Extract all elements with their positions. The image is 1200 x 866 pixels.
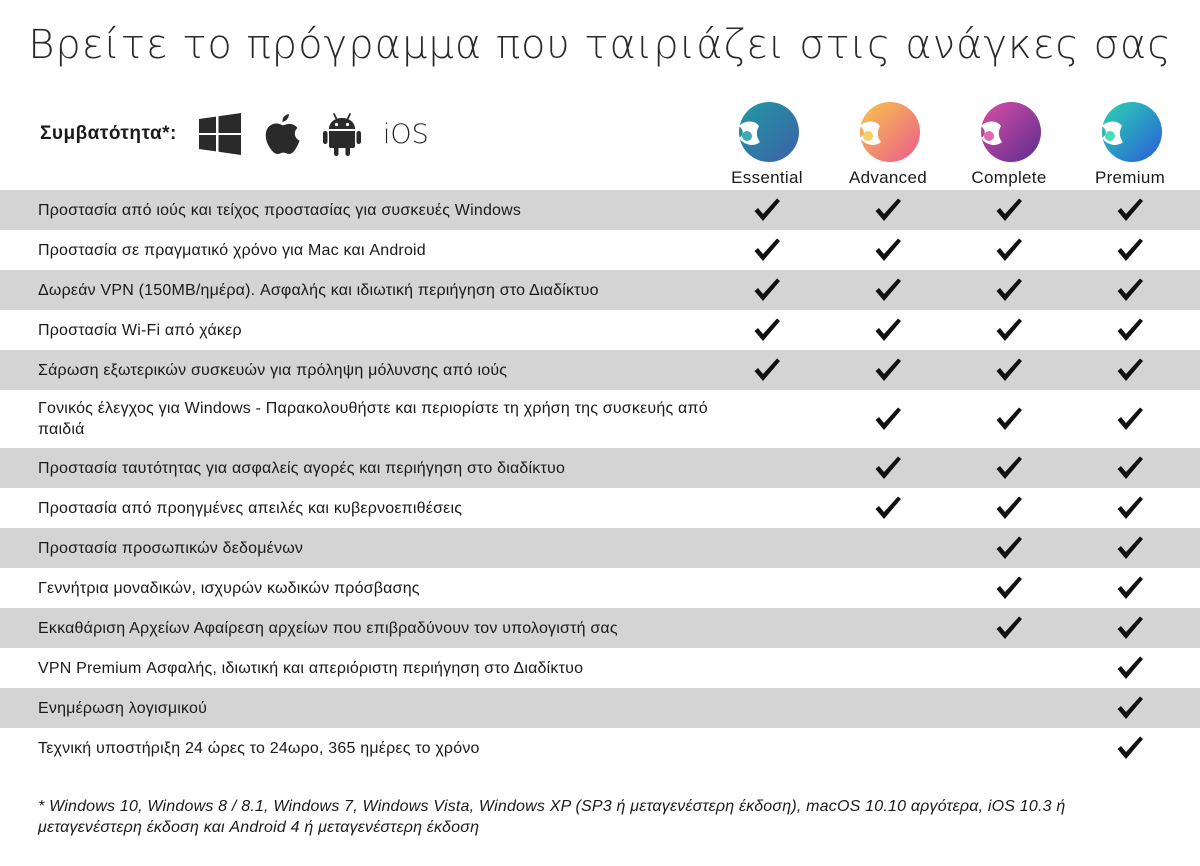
checkmark-icon (1116, 495, 1144, 521)
plan-logo-icon (977, 100, 1041, 164)
table-row (0, 448, 1200, 488)
feature-label: Εκκαθάριση Αρχείων Αφαίρεση αρχείων που επιβραδύνουν τον υπολογιστή σας (38, 619, 618, 637)
checkmark-icon (995, 197, 1023, 223)
plan-complete (949, 100, 1069, 188)
checkmark-icon (995, 237, 1023, 263)
plan-premium (1070, 100, 1190, 188)
checkmark-icon (753, 277, 781, 303)
checkmark-icon (1116, 197, 1144, 223)
plan-name: Premium (1094, 168, 1166, 187)
checkmark-icon (1116, 406, 1144, 432)
feature-label: Προστασία ταυτότητας για ασφαλείς αγορές και περιήγηση στο διαδίκτυο (38, 459, 566, 477)
plan-logo-icon (1098, 100, 1162, 164)
android-icon (323, 112, 361, 156)
footnote: * Windows 10, Windows 8 / 8.1, Windows 7, Windows Vista, Windows XP (SP3 ή μεταγενέστερη έκδοση), macOS 10.10 αργότερα, iOS 10.3 ή μεταγενέστερη έκδοση και Android 4 ή μεταγενέστερη έκδοση (38, 798, 1066, 836)
table-row (0, 488, 1200, 528)
plan-logo-icon (856, 100, 920, 164)
checkmark-icon (1116, 317, 1144, 343)
checkmark-icon (874, 197, 902, 223)
table-row (0, 230, 1200, 270)
apple-icon (263, 112, 301, 156)
page-title: Βρείτε το πρόγραμμα που ταιριάζει στις ανάγκες σας (28, 22, 1172, 68)
checkmark-icon (874, 455, 902, 481)
compatibility-label: Συμβατότητα*: (40, 123, 177, 144)
table-row (0, 688, 1200, 728)
checkmark-icon (995, 317, 1023, 343)
plan-logo-icon (735, 100, 799, 164)
checkmark-icon (995, 277, 1023, 303)
checkmark-icon (753, 237, 781, 263)
checkmark-icon (874, 406, 902, 432)
plan-advanced (828, 100, 948, 188)
plan-name: Advanced (848, 168, 927, 187)
feature-label: Προστασία Wi-Fi από χάκερ (38, 321, 242, 339)
checkmark-icon (753, 197, 781, 223)
table-row (0, 528, 1200, 568)
checkmark-icon (874, 495, 902, 521)
feature-label: VPN Premium Ασφαλής, ιδιωτική και απεριόριστη περιήγηση στο Διαδίκτυο (38, 659, 584, 677)
plan-essential (707, 100, 827, 188)
feature-label: Γονικός έλεγχος για Windows - Παρακολουθήστε και περιορίστε τη χρήση της συσκευής από παιδιά (38, 400, 708, 438)
checkmark-icon (1116, 357, 1144, 383)
table-row (0, 350, 1200, 390)
feature-label: Σάρωση εξωτερικών συσκευών για πρόληψη μόλυνσης από ιούς (38, 361, 508, 379)
checkmark-icon (1116, 277, 1144, 303)
table-row (0, 190, 1200, 230)
feature-table (0, 190, 1200, 768)
feature-label: Ενημέρωση λογισμικού (38, 699, 208, 717)
checkmark-icon (995, 406, 1023, 432)
checkmark-icon (1116, 455, 1144, 481)
checkmark-icon (995, 357, 1023, 383)
checkmark-icon (1116, 695, 1144, 721)
table-row (0, 648, 1200, 688)
checkmark-icon (995, 455, 1023, 481)
checkmark-icon (1116, 615, 1144, 641)
checkmark-icon (995, 535, 1023, 561)
plan-name: Essential (731, 168, 803, 187)
feature-label: Προστασία προσωπικών δεδομένων (38, 539, 304, 557)
feature-label: Προστασία από ιούς και τείχος προστασίας για συσκευές Windows (38, 201, 522, 219)
table-row (0, 270, 1200, 310)
windows-icon (199, 113, 241, 155)
checkmark-icon (995, 575, 1023, 601)
feature-label: Προστασία από προηγμένες απειλές και κυβερνοεπιθέσεις (38, 499, 463, 517)
feature-label: Προστασία σε πραγματικό χρόνο για Mac και Android (38, 241, 426, 259)
checkmark-icon (995, 615, 1023, 641)
feature-label: Γεννήτρια μοναδικών, ισχυρών κωδικών πρόσβασης (38, 579, 420, 597)
checkmark-icon (1116, 575, 1144, 601)
table-row (0, 390, 1200, 448)
checkmark-icon (753, 357, 781, 383)
table-row (0, 728, 1200, 768)
checkmark-icon (1116, 735, 1144, 761)
checkmark-icon (1116, 237, 1144, 263)
feature-label: Δωρεάν VPN (150MB/ημέρα). Ασφαλής και ιδιωτική περιήγηση στο Διαδίκτυο (38, 281, 599, 299)
checkmark-icon (995, 495, 1023, 521)
checkmark-icon (874, 237, 902, 263)
checkmark-icon (874, 277, 902, 303)
compatibility-bar (40, 112, 429, 156)
table-row (0, 608, 1200, 648)
table-row (0, 310, 1200, 350)
checkmark-icon (874, 317, 902, 343)
plan-name: Complete (971, 168, 1047, 187)
checkmark-icon (1116, 535, 1144, 561)
checkmark-icon (1116, 655, 1144, 681)
feature-label: Τεχνική υποστήριξη 24 ώρες το 24ωρο, 365 ημέρες το χρόνο (38, 739, 480, 757)
checkmark-icon (753, 317, 781, 343)
table-row (0, 568, 1200, 608)
checkmark-icon (874, 357, 902, 383)
ios-label: iOS (382, 118, 429, 150)
